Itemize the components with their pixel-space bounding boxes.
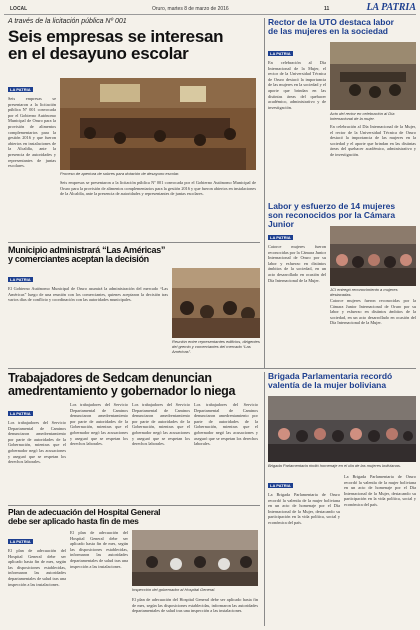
uto-body-text-cont: En celebración al Día Internacional de la Mujer, el rector de la Universidad Técnica de Oruro destacó la importancia de las mujeres en la sociedad y el aporte que brindan en las distintas áreas del quehacer académico, administrativo y de investigación. (330, 124, 416, 157)
main-headline (8, 28, 258, 62)
main-photo (60, 78, 256, 170)
camara-caption: JCI entregó reconocimiento a mujeres destacadas. (330, 287, 398, 297)
brigada-headline (268, 372, 416, 390)
municipio-headline (8, 246, 260, 264)
brigada-body-col2 (344, 474, 416, 624)
uto-photo-illustration (330, 42, 416, 110)
main-headline-line2: en el desayuno escolar (8, 44, 189, 63)
main-tag: LA PATRIA (10, 87, 31, 92)
hospital-headline-line2: debe ser aplicado hasta fin de mes (8, 515, 139, 526)
hospital-body-text-3: El plan de adecuación del Hospital General debe ser aplicado hasta fin de mes, según las disposiciones establecidas, informaron las autoridades departamentales de salud tras una inspección a las instalaciones. (132, 597, 258, 614)
brigada-caption: Brigada Parlamentaria rindió homenaje en el día de las mujeres bolivianas. (268, 463, 401, 468)
brigada-photo (268, 396, 416, 462)
sedcam-body-text-2: Los trabajadores del Servicio Departamental de Caminos denunciaron amedrentamiento por parte de autoridades de la Gobernación, mientras que el gobernador negó las acusaciones y aseguró que se respetan los derechos laborales. (70, 402, 128, 447)
uto-headline-line2: de las mujeres en la sociedad (268, 25, 389, 36)
brigada-photo-illustration (268, 396, 416, 462)
divider (8, 242, 260, 243)
brigada-body-text-2: La Brigada Parlamentaria de Oruro recordó la valentía de la mujer boliviana en un acto de homenaje por el Día Internacional de la Mujer, destacando su participación en la vida política, social y económica del país. (344, 474, 416, 507)
camara-headline (268, 202, 416, 229)
brigada-headline-line1: Brigada Parlamentaria recordó (268, 371, 393, 381)
brigada-body-col1 (268, 474, 340, 624)
page-number: 11 (324, 6, 330, 12)
uto-photo (330, 42, 416, 110)
uto-caption: Acto del rector en celebración al Día Internacional de la mujer. (330, 111, 395, 121)
divider-hospital (8, 505, 260, 506)
camara-headline-line1: Labor y esfuerzo de 14 mujeres (268, 201, 396, 211)
main-body-cont: Seis empresas se presentaron a la licitación pública Nº 001 convocada por el Gobierno Autónomo Municipal de Oruro para la provisión de alimentos complementarios para la gestión 2016 y que fueron abiertos en instalaciones de la Alcaldía, ante la presencia de autoridades y representantes de juntas escolares. (60, 180, 256, 197)
issue-date: Oruro, martes 8 de marzo de 2016 (152, 6, 229, 12)
municipio-headline-line2: y comerciantes aceptan la decisión (8, 254, 149, 264)
hospital-body-text: El plan de adecuación del Hospital General debe ser aplicado hasta fin de mes, según las disposiciones establecidas, informaron las autoridades departamentales de salud tras una inspección a las instalaciones. (8, 548, 66, 587)
main-body: Seis empresas se presentaron a la licitación pública Nº 001 convocada por el Gobierno Autónomo Municipal de Oruro para la provisión de alimentos complementarios para la gestión 2016 y que fueron abiertos en instalaciones de la Alcaldía, ante la presencia de autoridades y representantes de juntas escolares. (8, 96, 56, 169)
main-photo-caption: Proceso de apertura de sobres para dotación de desayuno escolar. (60, 171, 180, 176)
municipio-caption: Reunión entre representantes edilicios, dirigentes del gremio y comerciantes del mercado “Las Américas”. (172, 339, 260, 354)
hospital-headline (8, 508, 260, 525)
camara-body-text-cont: Catorce mujeres fueron reconocidas por la Cámara Junior Internacional de Oruro por su labor y esfuerzo en distintos ámbitos de la sociedad, en un acto desarrollado en ocasión del Día Internacional de la Mujer. (330, 298, 416, 326)
camara-photo (330, 226, 416, 286)
hospital-body-text-2: El plan de adecuación del Hospital General debe ser aplicado hasta fin de mes, según las disposiciones establecidas, informaron las autoridades departamentales de salud tras una inspección a las instalaciones. (70, 530, 128, 569)
municipio-body (8, 268, 168, 366)
sedcam-headline-line2: amedrentamiento y gobernador lo niega (8, 383, 236, 398)
top-bar (4, 2, 416, 15)
sedcam-headline (8, 372, 258, 397)
camara-body (268, 226, 326, 366)
municipio-tag: LA PATRIA (10, 277, 31, 282)
hospital-body-col2 (70, 530, 128, 626)
sedcam-body-col2 (70, 402, 128, 502)
uto-body-cont (330, 124, 416, 198)
main-body-col1 (8, 78, 56, 240)
sedcam-body-text: Los trabajadores del Servicio Departamental de Caminos denunciaron amedrentamiento por parte de autoridades de la Gobernación, mientras que el gobernador negó las acusaciones y aseguró que se respetan los derechos laborales. (8, 420, 66, 465)
uto-headline-line1: Rector de la UTO destaca labor (268, 17, 394, 27)
uto-body-text: En celebración al Día Internacional de la Mujer, el rector de la Universidad Técnica de Oruro destacó la importancia de las mujeres en la sociedad y el aporte que brindan en las distintas áreas del quehacer académico, administrativo y de investigación. (268, 60, 326, 110)
hospital-body-col3 (132, 597, 258, 626)
main-body-cols (60, 180, 256, 240)
hospital-caption: Inspección del gobernador al Hospital General. (132, 587, 216, 592)
uto-headline (268, 18, 416, 36)
main-headline-line1: Seis empresas se interesan (8, 27, 224, 46)
camara-photo-illustration (330, 226, 416, 286)
hospital-body-col1 (8, 530, 66, 626)
brigada-body-text: La Brigada Parlamentaria de Oruro recordó la valentía de la mujer boliviana en un acto de homenaje por el Día Internacional de la Mujer, destacando su participación en la vida política, social y económica del país. (268, 492, 340, 525)
municipio-photo (172, 268, 260, 338)
camara-tag: LA PATRIA (270, 235, 291, 240)
municipio-photo-illustration (172, 268, 260, 338)
hospital-headline-line1: Plan de adecuación del Hospital General (8, 507, 161, 517)
column-divider (264, 18, 265, 368)
divider-mid (8, 368, 416, 369)
sedcam-body-col3 (132, 402, 190, 502)
municipio-headline-line1: Municipio administrará “Las Américas” (8, 245, 166, 255)
sedcam-headline-line1: Trabajadores de Sedcam denuncian (8, 371, 212, 385)
camara-body-cont (330, 298, 416, 366)
sedcam-body-text-4: Los trabajadores del Servicio Departamental de Caminos denunciaron amedrentamiento por parte de autoridades de la Gobernación, mientras que el gobernador negó las acusaciones y aseguró que se respetan los derechos laborales. (194, 402, 258, 447)
column-divider-2 (264, 372, 265, 626)
sedcam-body-col4 (194, 402, 258, 502)
section-label: LOCAL (10, 6, 28, 12)
uto-body (268, 42, 326, 198)
brigada-tag: LA PATRIA (270, 483, 291, 488)
camara-headline-line2: son reconocidos por la Cámara Junior (268, 209, 396, 229)
sedcam-tag: LA PATRIA (10, 411, 31, 416)
meeting-photo-illustration (60, 78, 256, 170)
hospital-photo (132, 530, 258, 586)
uto-tag: LA PATRIA (270, 51, 291, 56)
camara-body-text: Catorce mujeres fueron reconocidas por la Cámara Junior Internacional de Oruro por su labor y esfuerzo en distintos ámbitos de la sociedad, en un acto desarrollado en ocasión del Día Internacional de la Mujer. (268, 244, 326, 283)
sedcam-body-text-3: Los trabajadores del Servicio Departamental de Caminos denunciaron amedrentamiento por parte de autoridades de la Gobernación, mientras que el gobernador negó las acusaciones y aseguró que se respetan los derechos laborales. (132, 402, 190, 447)
municipio-body-text: El Gobierno Autónomo Municipal de Oruro asumirá la administración del mercado “Las Américas” luego de una reunión con los comerciantes, quienes aceptaron la decisión tras varios días de conflicto y coordinación con las autoridades municipales. (8, 286, 168, 303)
brigada-headline-line2: valentía de la mujer boliviana (268, 379, 387, 390)
hospital-tag: LA PATRIA (10, 539, 31, 544)
hospital-photo-illustration (132, 530, 258, 586)
main-kicker: A través de la licitación pública Nº 001 (8, 18, 127, 25)
brand-logo: LA PATRIA (366, 2, 416, 13)
sedcam-body-col1 (8, 402, 66, 502)
